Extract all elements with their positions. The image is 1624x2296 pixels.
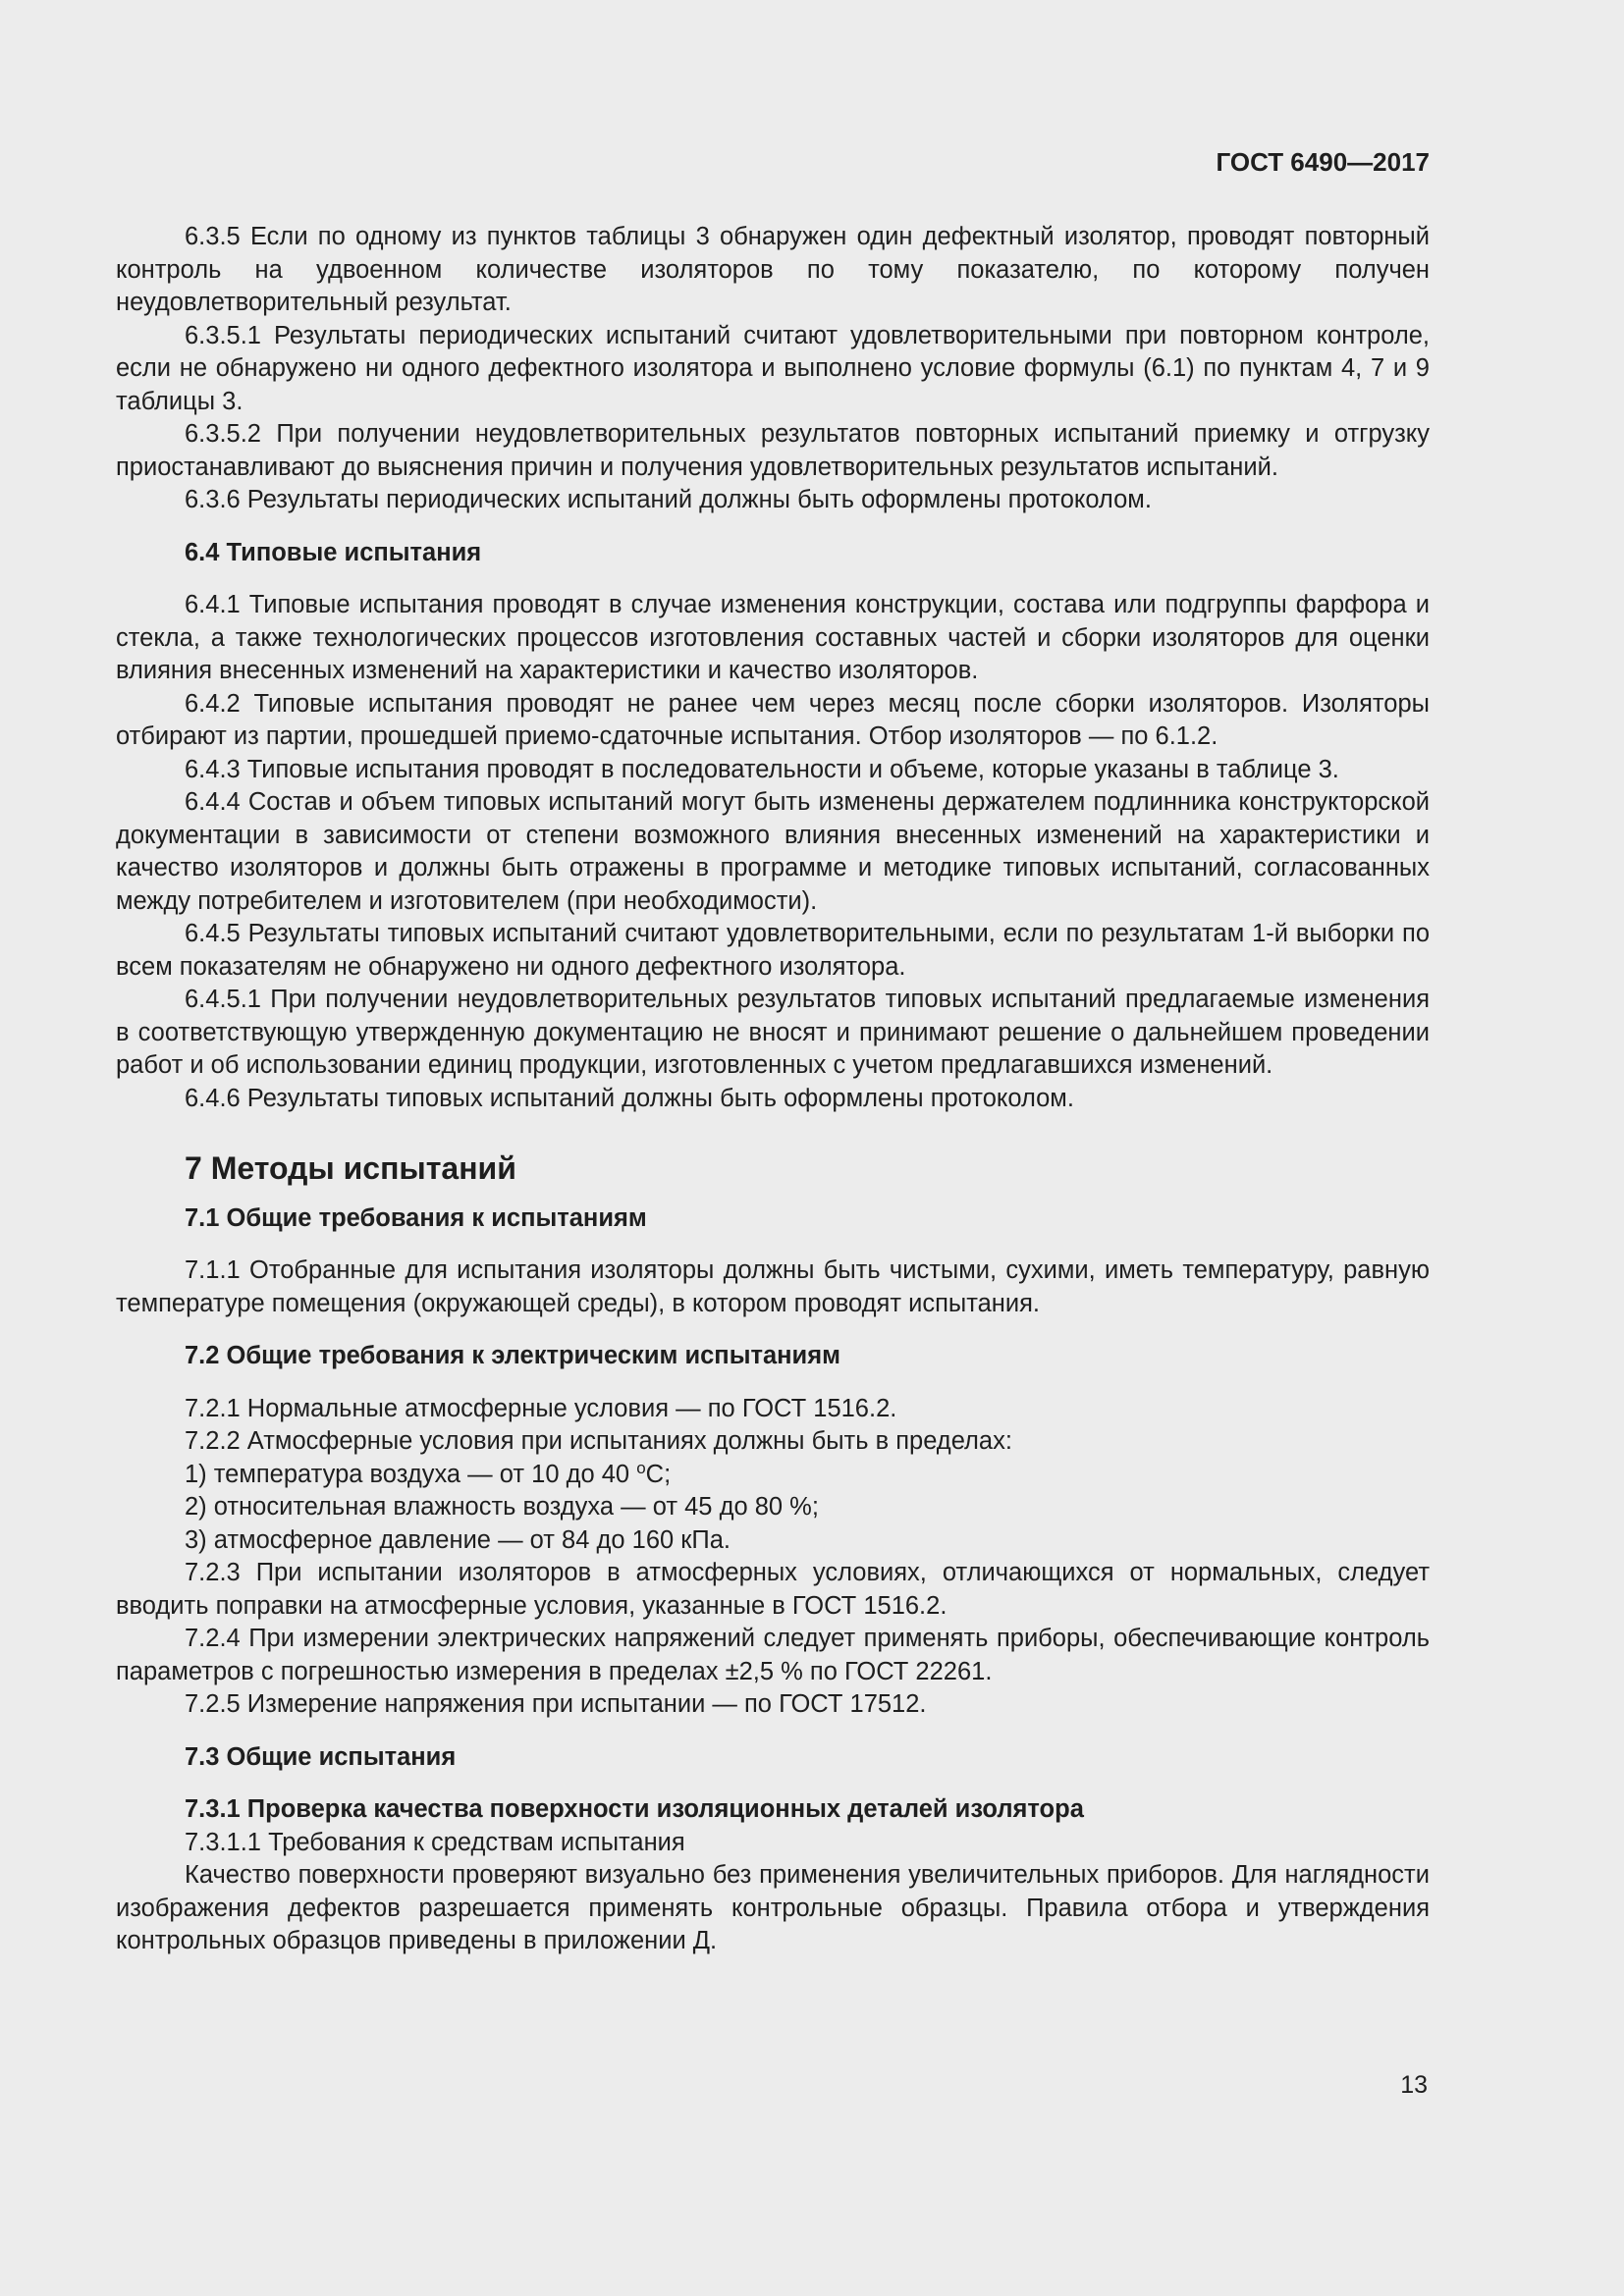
paragraph-6-3-5-1: 6.3.5.1 Результаты периодических испытаний считают удовлетворительными при повторном контроле, если не обнаружено ни одного дефектного изолятора и выполнено условие формулы (6.1) по пунктам 4, 7 и 9 таблицы 3.: [116, 321, 1430, 415]
list-item-pressure: 3) атмосферное давление — от 84 до 160 кПа.: [185, 1525, 731, 1554]
heading-6-4: 6.4 Типовые испытания: [185, 538, 482, 566]
page-number: 13: [1400, 2071, 1428, 2099]
paragraph-6-4-2: 6.4.2 Типовые испытания проводят не ранее чем через месяц после сборки изоляторов. Изоляторы отбирают из партии, прошедшей приемо-сдаточные испытания. Отбор изоляторов — по 6.1.2.: [116, 689, 1430, 750]
heading-7-2: 7.2 Общие требования к электрическим испытаниям: [185, 1342, 840, 1369]
paragraph-6-3-5-2: 6.3.5.2 При получении неудовлетворительных результатов повторных испытаний приемку и отгрузку приостанавливают до выяснения причин и получения удовлетворительных результатов испытаний.: [116, 420, 1430, 481]
document-id: ГОСТ 6490—2017: [1216, 147, 1430, 177]
paragraph-7-2-4: 7.2.4 При измерении электрических напряжений следует применять приборы, обеспечивающие контроль параметров с погрешностью измерения в пределах ±2,5 % по ГОСТ 22261.: [116, 1625, 1430, 1685]
list-item-humidity: 2) относительная влажность воздуха — от 45 до 80 %;: [185, 1493, 819, 1521]
document-body: [116, 221, 1430, 1958]
paragraph-6-3-6: 6.3.6 Результаты периодических испытаний должны быть оформлены протоколом.: [185, 486, 1152, 513]
paragraph-surface-quality: Качество поверхности проверяют визуально без применения увеличительных приборов. Для наглядности изображения дефектов разрешается применять контрольные образцы. Правила отбора и утверждения контрольных образцов приведены в приложении Д.: [116, 1861, 1430, 1954]
paragraph-6-4-6: 6.4.6 Результаты типовых испытаний должны быть оформлены протоколом.: [185, 1084, 1074, 1112]
paragraph-7-2-5: 7.2.5 Измерение напряжения при испытании — по ГОСТ 17512.: [185, 1690, 927, 1718]
paragraph-7-1-1: 7.1.1 Отобранные для испытания изоляторы должны быть чистыми, сухими, иметь температуру, равную температуре помещения (окружающей среды), в котором проводят испытания.: [116, 1256, 1430, 1317]
paragraph-7-2-2: 7.2.2 Атмосферные условия при испытаниях должны быть в пределах:: [185, 1427, 1012, 1455]
list-item-temperature: 1) температура воздуха — от 10 до 40 $^о$С;: [185, 1458, 672, 1488]
paragraph-6-4-4: 6.4.4 Состав и объем типовых испытаний могут быть изменены держателем подлинника конструкторской документации в зависимости от степени возможного влияния внесенных изменений на характеристики и качество изоляторов и должны быть отражены в программе и методике типовых испытаний, согласованных между потребителем и изготовителем (при необходимости).: [116, 788, 1430, 915]
paragraph-6-4-3: 6.4.3 Типовые испытания проводят в последовательности и объеме, которые указаны в таблице 3.: [185, 755, 1339, 783]
paragraph-6-4-5: 6.4.5 Результаты типовых испытаний считают удовлетворительными, если по результатам 1-й выборки по всем показателям не обнаружено ни одного дефектного изолятора.: [116, 920, 1430, 981]
heading-7-3: 7.3 Общие испытания: [185, 1742, 457, 1771]
paragraph-7-2-1: 7.2.1 Нормальные атмосферные условия — по ГОСТ 1516.2.: [185, 1394, 897, 1422]
paragraph-6-4-5-1: 6.4.5.1 При получении неудовлетворительных результатов типовых испытаний предлагаемые изменения в соответствующую утвержденную документацию не вносят и принимают решение о дальнейшем проведении работ и об использовании единиц продукции, изготовленных с учетом предлагавшихся изменений.: [116, 986, 1430, 1079]
paragraph-7-2-3: 7.2.3 При испытании изоляторов в атмосферных условиях, отличающихся от нормальных, следует вводить поправки на атмосферные условия, указанные в ГОСТ 1516.2.: [116, 1559, 1430, 1620]
heading-7-3-1: 7.3.1 Проверка качества поверхности изоляционных деталей изолятора: [185, 1795, 1084, 1823]
paragraph-7-3-1-1: 7.3.1.1 Требования к средствам испытания: [185, 1828, 685, 1856]
heading-7-1: 7.1 Общие требования к испытаниям: [185, 1203, 647, 1232]
paragraph-6-3-5: 6.3.5 Если по одному из пунктов таблицы 3 обнаружен один дефектный изолятор, проводят повторный контроль на удвоенном количестве изоляторов по тому показателю, по которому получен неудовлетворительный результат.: [116, 223, 1430, 316]
heading-7: 7 Методы испытаний: [185, 1150, 516, 1186]
paragraph-6-4-1: 6.4.1 Типовые испытания проводят в случае изменения конструкции, состава или подгруппы фарфора и стекла, а также технологических процессов изготовления составных частей и сборки изоляторов для оценки влияния внесенных изменений на характеристики и качество изоляторов.: [116, 591, 1430, 684]
